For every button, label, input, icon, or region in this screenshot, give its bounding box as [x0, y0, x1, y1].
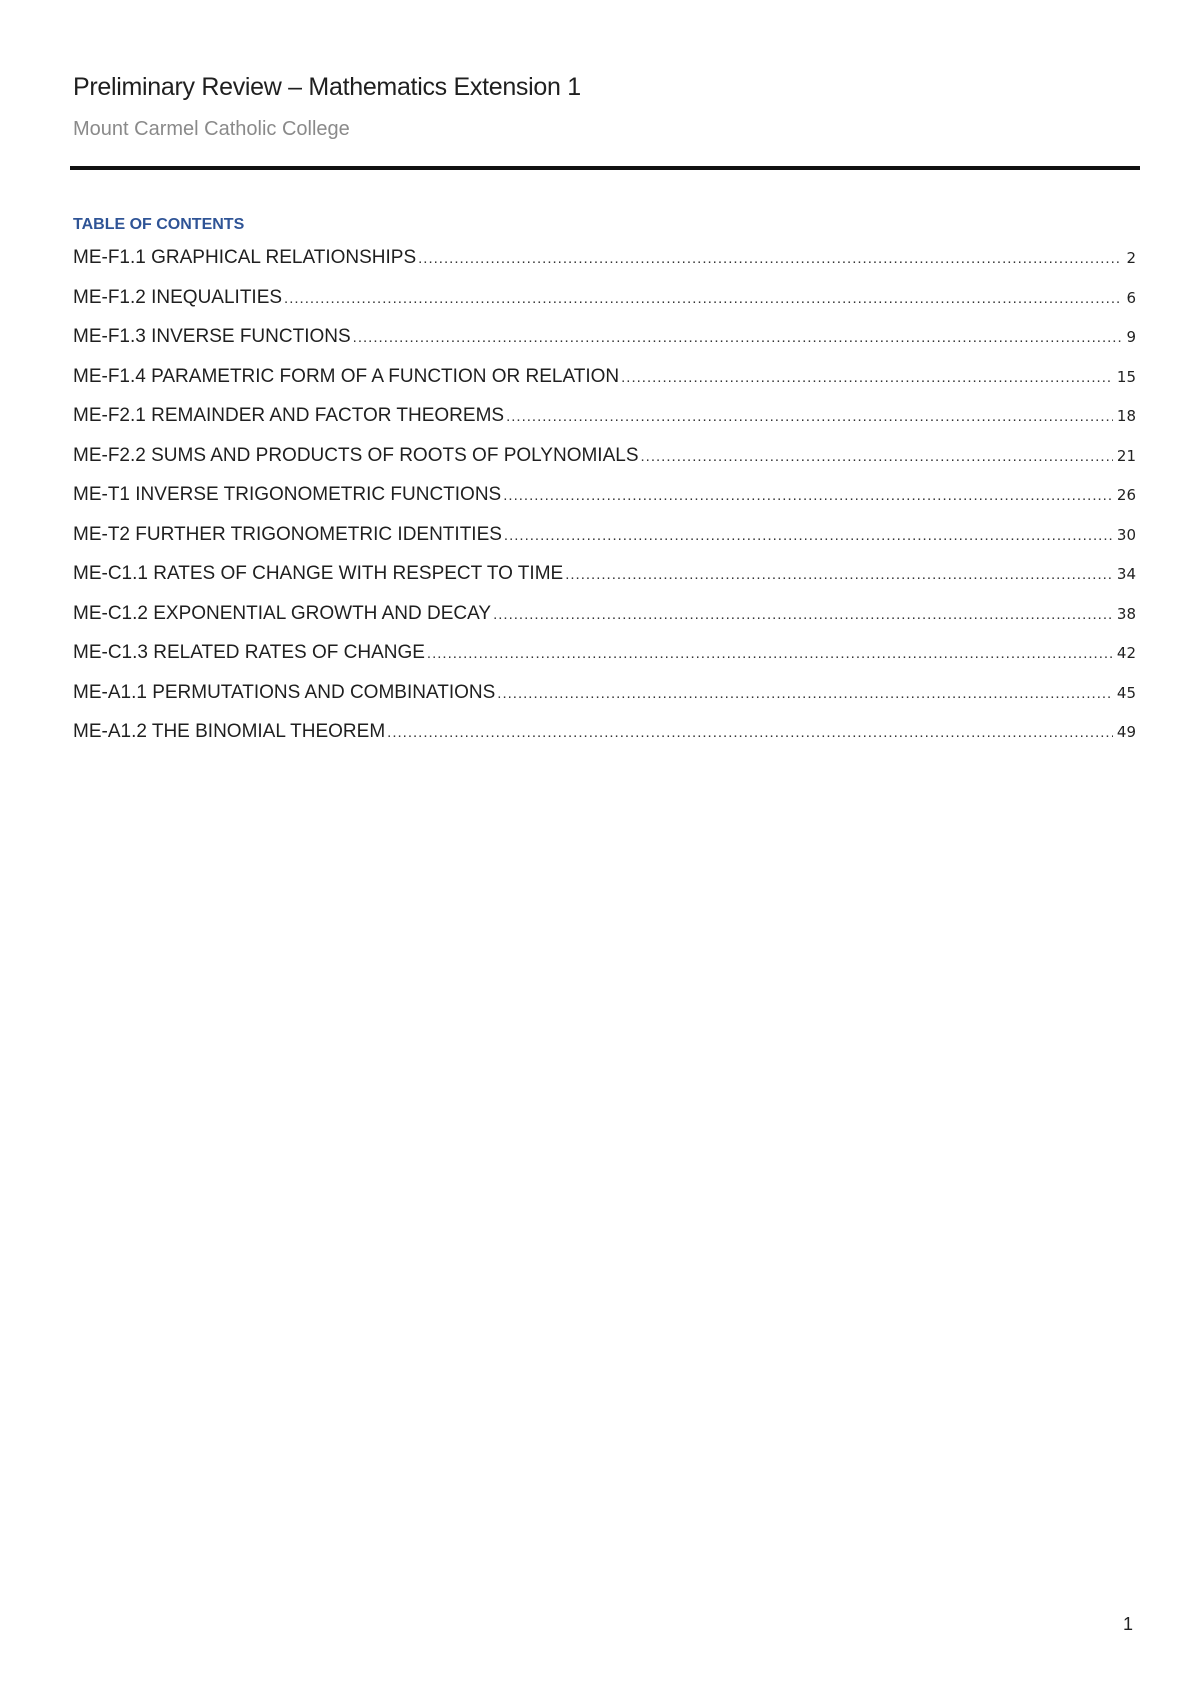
toc-entry-title: ME-F1.4 PARAMETRIC FORM OF A FUNCTION OR RELATION [73, 365, 620, 387]
toc-heading: TABLE OF CONTENTS [73, 216, 245, 233]
toc-entry-page: 6 [1126, 288, 1136, 307]
toc-dot-leader [353, 329, 1123, 346]
toc-entry-page: 26 [1116, 486, 1136, 504]
document-title: Preliminary Review – Mathematics Extension 1 [73, 73, 581, 101]
toc-entry[interactable] [73, 721, 1136, 761]
toc-entry[interactable] [73, 326, 1136, 366]
toc-entry-title: ME-T2 FURTHER TRIGONOMETRIC IDENTITIES [73, 523, 502, 545]
toc-dot-leader [621, 369, 1113, 386]
document-subtitle: Mount Carmel Catholic College [73, 118, 350, 140]
toc-dot-leader [503, 487, 1113, 504]
toc-entry[interactable] [73, 682, 1136, 722]
toc-entry[interactable] [73, 445, 1136, 485]
toc-entry-title: ME-C1.1 RATES OF CHANGE WITH RESPECT TO TIME [73, 563, 564, 584]
toc-dot-leader [565, 566, 1113, 583]
toc-entry-title: ME-A1.2 THE BINOMIAL THEOREM [73, 721, 386, 742]
toc-entry[interactable] [73, 405, 1136, 445]
toc-dot-leader [504, 527, 1113, 544]
toc-entry-page: 42 [1116, 644, 1136, 662]
toc-dot-leader [506, 408, 1113, 425]
toc-entry-title: ME-T1 INVERSE TRIGONOMETRIC FUNCTIONS [73, 484, 502, 505]
table-of-contents [73, 247, 1136, 761]
toc-dot-leader [387, 724, 1113, 741]
toc-dot-leader [497, 685, 1113, 702]
toc-entry[interactable] [73, 287, 1136, 327]
toc-entry[interactable] [73, 524, 1136, 564]
toc-entry[interactable] [73, 247, 1136, 287]
toc-entry-title: ME-F1.1 GRAPHICAL RELATIONSHIPS [73, 247, 417, 268]
toc-dot-leader [427, 645, 1113, 662]
toc-dot-leader [493, 606, 1113, 623]
toc-entry-page: 21 [1116, 446, 1136, 465]
toc-entry-title: ME-A1.1 PERMUTATIONS AND COMBINATIONS [73, 681, 496, 703]
toc-entry-title: ME-F1.2 INEQUALITIES [73, 286, 283, 308]
header-divider [70, 166, 1140, 170]
toc-entry-title: ME-C1.3 RELATED RATES OF CHANGE [73, 642, 425, 663]
toc-entry-page: 49 [1116, 723, 1136, 741]
toc-entry-page: 9 [1126, 328, 1136, 346]
toc-dot-leader [641, 448, 1113, 465]
toc-entry-title: ME-F2.1 REMAINDER AND FACTOR THEOREMS [73, 405, 505, 426]
toc-entry-page: 45 [1116, 683, 1136, 702]
toc-entry-title: ME-F2.2 SUMS AND PRODUCTS OF ROOTS OF POLYNOMIALS [73, 444, 639, 466]
toc-entry[interactable] [73, 603, 1136, 643]
toc-entry-page: 18 [1116, 407, 1136, 425]
toc-entry-title: ME-F1.3 INVERSE FUNCTIONS [73, 326, 351, 347]
toc-entry-page: 34 [1116, 565, 1136, 583]
page-number: 1 [1123, 1614, 1134, 1634]
toc-entry-page: 38 [1116, 604, 1136, 623]
toc-entry-page: 30 [1116, 525, 1136, 544]
toc-entry-page: 2 [1126, 249, 1136, 267]
toc-dot-leader [418, 250, 1122, 267]
toc-dot-leader [284, 290, 1122, 307]
toc-entry-page: 15 [1116, 367, 1136, 386]
toc-entry[interactable] [73, 366, 1136, 406]
toc-entry[interactable] [73, 484, 1136, 524]
toc-entry[interactable] [73, 563, 1136, 603]
toc-entry[interactable] [73, 642, 1136, 682]
toc-entry-title: ME-C1.2 EXPONENTIAL GROWTH AND DECAY [73, 602, 492, 624]
